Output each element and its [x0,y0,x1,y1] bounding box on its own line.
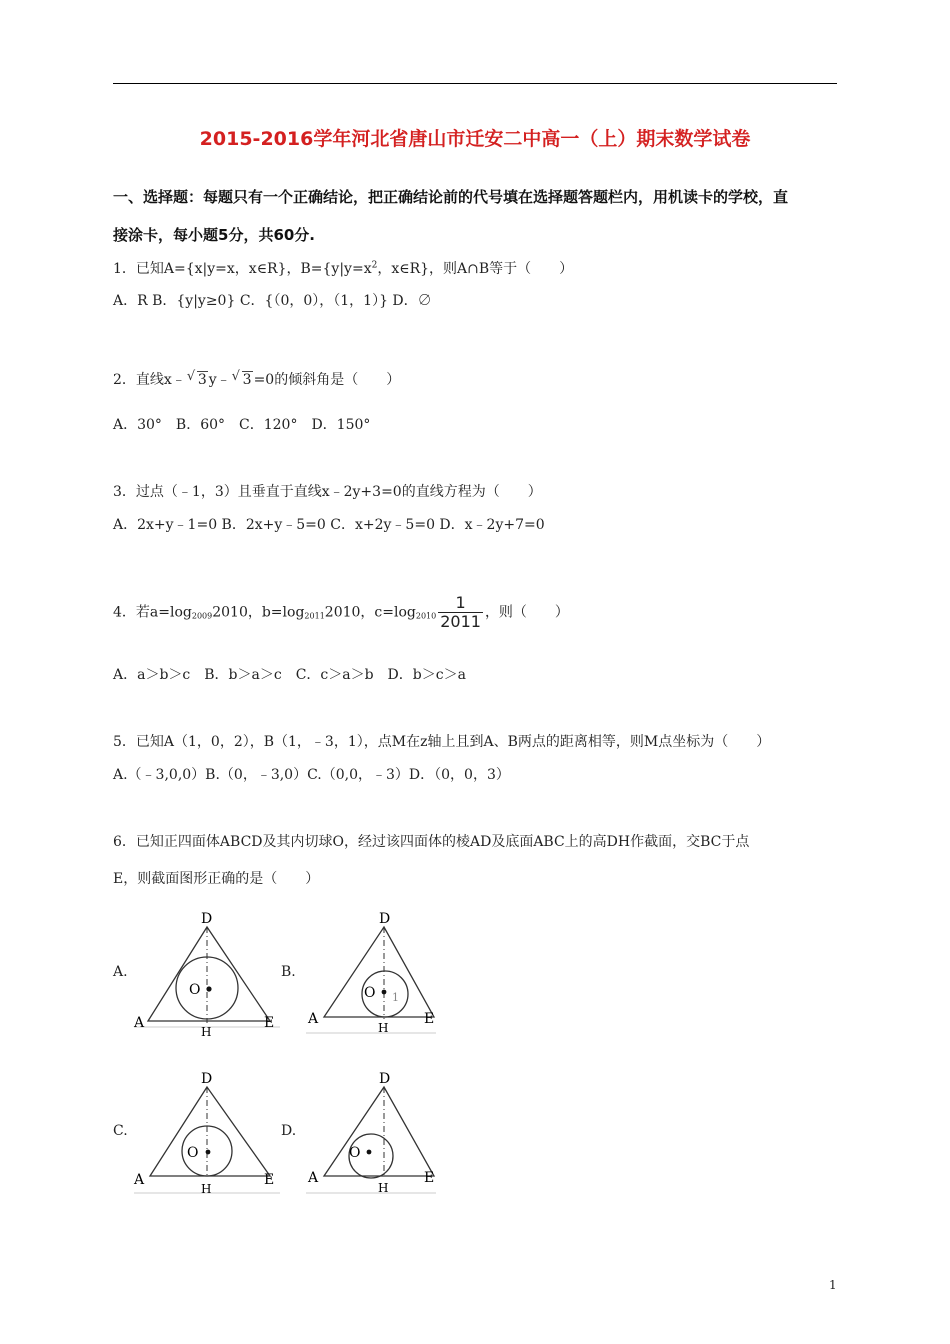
fraction-numerator: 1 [455,593,466,612]
triangle-shape [150,1087,270,1176]
triangle-shape [148,927,270,1021]
q1-stem-part-a: 1．已知A={x|y=x，x∈R}，B={y|y=x [113,261,372,277]
q4-stem [113,594,569,631]
q4-log-base-2: 2011 [304,611,325,621]
fraction-denominator: 2011 [440,612,481,631]
figure-option-c [130,1065,290,1200]
page-number: 1 [829,1278,837,1292]
q6-stem-line1: 6．已知正四面体ABCD及其内切球O，经过该四面体的棱AD及底面ABC上的高DH作截面，交BC于点 [113,834,750,850]
label-one: 1 [392,991,399,1004]
label-o: O [187,1145,199,1161]
sqrt-radicand: 3 [242,372,252,388]
label-e: E [424,1170,435,1186]
q1-stem [113,258,573,278]
q2-stem-part-a: 2．直线x﹣ [113,372,186,388]
label-h: H [201,1025,212,1039]
q5-stem: 5．已知A（1，0，2），B（1，﹣3，1），点M在z轴上且到A、B两点的距离相等，则M点坐标为（ ） [113,734,771,750]
section-instructions-line2: 接涂卡，每小题5分，共60分. [113,226,316,244]
radical-icon: √ [186,369,196,384]
label-a: A [134,1015,145,1031]
sqrt-radicand: 3 [197,372,207,388]
q4-part-3: 2010，c=log [324,604,416,621]
q4-options: A．a＞b＞c B．b＞a＞c C．c＞a＞b D．b＞c＞a [113,667,466,683]
q4-part-4: ，则（ ） [484,604,569,621]
radical-icon: √ [231,369,240,384]
center-dot [206,1150,211,1155]
figure-option-b [302,905,442,1040]
label-h: H [378,1021,389,1035]
label-e: E [264,1015,275,1031]
q4-log-base-1: 2009 [191,611,213,621]
q2-options: A．30° B．60° C．120° D．150° [113,417,371,433]
q4-log-base-3: 2010 [415,611,437,621]
q2-stem [113,369,400,389]
fraction [438,594,483,631]
center-dot [367,1150,372,1155]
triangle-shape [324,1087,434,1176]
q1-superscript: 2 [371,260,378,271]
center-dot [206,986,211,991]
q5-options: A.（﹣3,0,0）B.（0，﹣3,0）C.（0,0，﹣3）D．（0，0，3） [113,767,510,783]
page-title: 2015-2016学年河北省唐山市迁安二中高一（上）期末数学试卷 [199,128,751,150]
sqrt-symbol [186,369,208,388]
q4-part-2: 2010，b=log [212,604,305,621]
option-c-label: C. [113,1123,128,1139]
q3-stem: 3．过点（﹣1，3）且垂直于直线x﹣2y+3=0的直线方程为（ ） [113,484,542,500]
center-dot [382,990,387,995]
q4-part-1: 4．若a=log [113,604,192,621]
label-a: A [308,1011,319,1027]
label-o: O [189,982,201,998]
label-d: D [379,1071,391,1087]
q3-options: A．2x+y﹣1=0 B．2x+y﹣5=0 C．x+2y﹣5=0 D．x﹣2y+7=0 [113,517,545,533]
q2-stem-part-c: =0的倾斜角是（ ） [253,372,401,388]
label-e: E [424,1011,435,1027]
label-d: D [201,911,213,927]
label-e: E [264,1172,275,1188]
label-d: D [201,1071,213,1087]
q1-stem-part-b: ，x∈R}，则A∩B等于（ ） [377,261,574,277]
label-o: O [349,1145,361,1161]
section-instructions-line1: 一、选择题：每题只有一个正确结论，把正确结论前的代号填在选择题答题栏内，用机读卡的学校，直 [113,188,789,206]
header-rule [113,83,837,84]
option-b-label: B. [281,964,296,980]
q6-stem-line2: E，则截面图形正确的是（ ） [113,871,320,887]
label-h: H [378,1181,389,1195]
q2-stem-part-b: y﹣ [208,372,231,388]
label-o: O [364,985,376,1001]
option-a-label: A. [113,964,128,980]
label-a: A [308,1170,319,1186]
label-a: A [134,1172,145,1188]
option-d-label: D. [281,1123,297,1139]
label-d: D [379,911,391,927]
sqrt-symbol [231,369,253,388]
label-h: H [201,1182,212,1196]
figure-option-d [302,1065,442,1200]
figure-option-a [130,905,290,1040]
q1-options: A．R B．{y|y≥0} C．{（0，0），（1，1）} D．∅ [113,293,432,309]
